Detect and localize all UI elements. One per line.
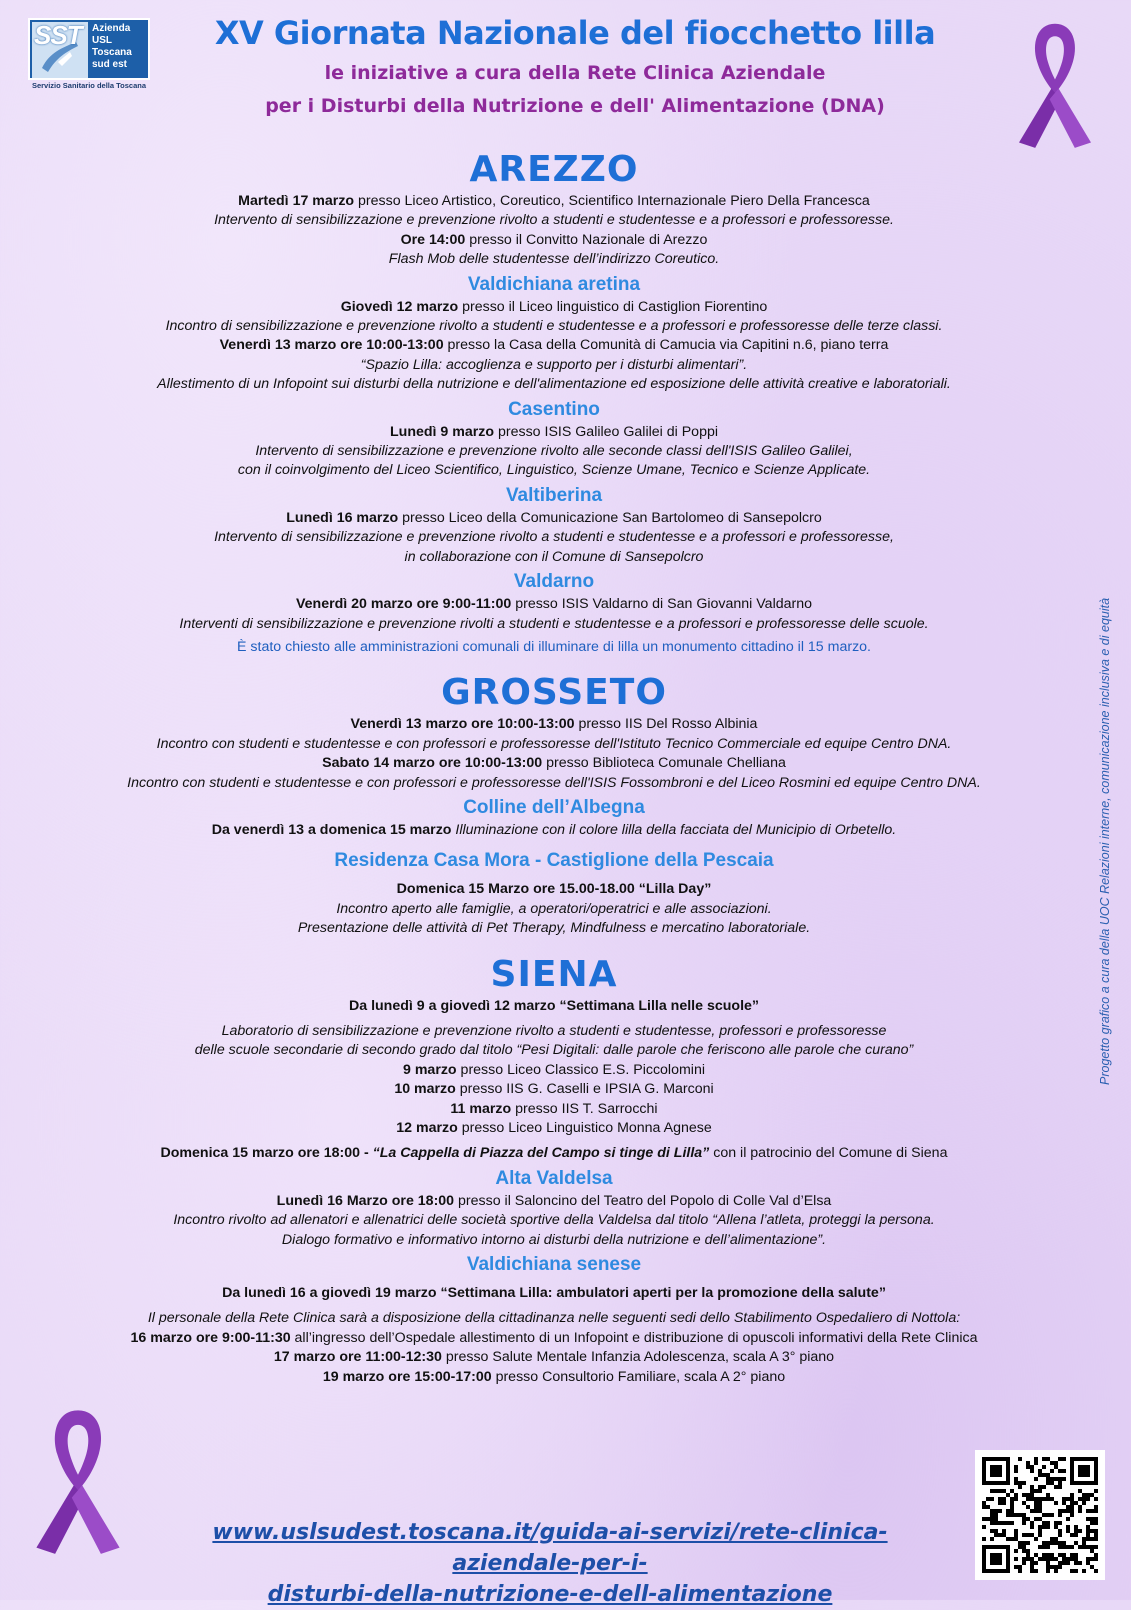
event-line xyxy=(40,1329,1068,1348)
event-desc: Allestimento di un Infopoint sui disturbi della nutrizione e dell'alimentazione ed esposizione delle attività creative e laboratoriali. xyxy=(157,376,951,393)
event-desc: in collaborazione con il Comune di Sansepolcro xyxy=(404,548,704,565)
event-date: Ore 14:00 xyxy=(400,231,466,248)
event-place: presso il Saloncino del Teatro del Popolo di Colle Val d’Elsa xyxy=(454,1192,832,1209)
event-place: presso IIS G. Caselli e IPSIA G. Marconi xyxy=(455,1081,714,1098)
event-place: presso Liceo Artistico, Coreutico, Scientifico Internazionale Piero Della Francesca xyxy=(354,193,870,209)
city-heading-siena: SIENA xyxy=(490,953,618,995)
event-desc: Incontro con studenti e studentesse e con professori e professoresse dell'ISIS Fossombroni e del Liceo Rosmini ed equipe Centro DNA. xyxy=(127,774,981,791)
website-link[interactable] xyxy=(150,1517,950,1610)
event-desc: “Spazio Lilla: accoglienza e supporto per i disturbi alimentari”. xyxy=(360,356,748,373)
event-desc: con il coinvolgimento del Liceo Scientifico, Linguistico, Scienze Umane, Tecnico e Scienze Applicate. xyxy=(237,462,871,479)
event-date: Lunedì 9 marzo xyxy=(389,423,495,440)
city-heading-arezzo: AREZZO xyxy=(469,149,639,190)
event-line xyxy=(40,192,1068,211)
event-date: 10 marzo xyxy=(394,1081,456,1098)
event-place: presso Liceo Classico E.S. Piccolomini xyxy=(456,1061,705,1078)
event-date: Venerdì 13 marzo ore 10:00-13:00 xyxy=(350,716,575,733)
event-place: presso IIS Del Rosso Albinia xyxy=(574,716,758,733)
event-desc: Incontro rivolto ad allenatori e allenatrici delle società sportive della Valdelsa dal titolo “Allena l’atleta, proteggi la persona. xyxy=(173,1212,935,1229)
event-date: 16 marzo ore 9:00-11:30 xyxy=(130,1329,291,1346)
event-place: presso Liceo Linguistico Monna Agnese xyxy=(457,1120,712,1136)
event-desc: Il personale della Rete Clinica sarà a disposizione della cittadinanza nelle seguenti sedi dello Stabilimento Ospedaliero di Nottola: xyxy=(147,1310,961,1327)
event-line xyxy=(40,423,1068,442)
event-line xyxy=(40,1144,1068,1163)
page-title: XV Giornata Nazionale del fiocchetto lilla xyxy=(214,14,936,52)
area-heading-colline-albegna: Colline dell’Albegna xyxy=(463,796,645,818)
website-link-line2: disturbi-della-nutrizione-e-dell-alimentazione xyxy=(267,1582,833,1607)
event-line xyxy=(40,754,1068,773)
event-date: Da lunedì 16 a giovedì 19 marzo “Settimana Lilla: ambulatori aperti per la promozione della salute” xyxy=(222,1285,886,1302)
event-place: presso la Casa della Comunità di Camucia via Capitini n.6, piano terra xyxy=(443,337,889,354)
event-date: Venerdì 20 marzo ore 9:00-11:00 xyxy=(295,596,512,613)
event-date: 11 marzo xyxy=(450,1100,512,1117)
area-heading-valdichiana-senese: Valdichiana senese xyxy=(466,1254,642,1276)
city-heading-grosseto: GROSSETO xyxy=(441,672,667,714)
qr-code xyxy=(975,1450,1105,1580)
event-desc: Incontro aperto alle famiglie, a operatori/operatrici e alle associazioni. xyxy=(336,900,772,917)
event-desc: Flash Mob delle studentesse dell’indirizzo Coreutico. xyxy=(388,251,720,268)
event-date: 17 marzo ore 11:00-12:30 xyxy=(273,1349,442,1366)
event-date: Sabato 14 marzo ore 10:00-13:00 xyxy=(322,755,543,772)
event-date: 12 marzo xyxy=(396,1120,458,1136)
event-line xyxy=(40,821,1068,840)
event-date: Da venerdì 13 a domenica 15 marzo xyxy=(211,821,452,838)
event-desc: Incontro con studenti e studentesse e con professori e professoresse dell'Istituto Tecnico Commerciale ed equipe Centro DNA. xyxy=(156,735,952,752)
lilac-ribbon-icon xyxy=(1010,14,1100,154)
asl-logo xyxy=(28,18,150,92)
event-place: presso Consultorio Familiare, scala A 2° piano xyxy=(491,1368,786,1385)
event-note: È stato chiesto alle amministrazioni comunali di illuminare di lilla un monumento cittadino il 15 marzo. xyxy=(237,638,871,655)
area-heading-casa-mora: Residenza Casa Mora - Castiglione della Pescaia xyxy=(334,850,774,872)
event-line xyxy=(40,1348,1068,1367)
website-link-line1: www.uslsudest.toscana.it/guida-ai-servizi/rete-clinica-aziendale-per-i- xyxy=(212,1520,888,1576)
logo-box xyxy=(28,18,150,80)
event-date: Venerdì 13 marzo ore 10:00-13:00 xyxy=(219,337,444,354)
area-heading-casentino: Casentino xyxy=(508,398,600,420)
event-desc: Laboratorio di sensibilizzazione e prevenzione rivolto a studenti e studentesse, professori e professoresse xyxy=(221,1022,887,1039)
area-heading-valdichiana-aretina: Valdichiana aretina xyxy=(467,273,641,295)
event-desc: delle scuole secondarie di secondo grado dal titolo “Pesi Digitali: dalle parole che feriscono alle parole che curano” xyxy=(194,1042,914,1059)
event-place: presso ISIS Valdarno di San Giovanni Valdarno xyxy=(511,596,813,613)
event-line xyxy=(40,1192,1068,1211)
event-line xyxy=(40,231,1068,250)
page-subtitle-1: le iniziative a cura della Rete Clinica Aziendale xyxy=(324,62,826,84)
event-place: presso il Liceo linguistico di Castiglion Fiorentino xyxy=(458,298,768,315)
event-line xyxy=(40,298,1068,317)
event-date: Lunedì 16 marzo xyxy=(286,509,399,526)
event-place: presso Liceo della Comunicazione San Bartolomeo di Sansepolcro xyxy=(398,509,822,526)
event-place: presso IIS T. Sarrocchi xyxy=(511,1100,658,1117)
event-line xyxy=(40,715,1068,734)
event-desc: Illuminazione con il colore lilla della facciata del Municipio di Orbetello. xyxy=(451,821,897,838)
page-subtitle-2: per i Disturbi della Nutrizione e dell' Alimentazione (DNA) xyxy=(265,95,885,117)
event-line xyxy=(40,509,1068,528)
area-heading-valdarno: Valdarno xyxy=(513,571,595,593)
event-date: Lunedì 16 Marzo ore 18:00 xyxy=(276,1192,455,1209)
event-date: Domenica 15 marzo ore 18:00 - xyxy=(160,1145,373,1162)
area-heading-valtiberina: Valtiberina xyxy=(505,484,603,506)
logo-caption: Servizio Sanitario della Toscana xyxy=(31,81,147,90)
event-line xyxy=(40,1061,1068,1080)
event-desc: Incontro di sensibilizzazione e prevenzione rivolto a studenti e studentesse e a professori e professoresse delle terze classi. xyxy=(165,318,943,335)
event-place: presso ISIS Galileo Galilei di Poppi xyxy=(494,423,719,440)
event-place: presso il Convitto Nazionale di Arezzo xyxy=(465,231,708,248)
lilac-ribbon-icon xyxy=(26,1400,130,1560)
design-credit-note: Progetto grafico a cura della UOC Relazioni interne, comunicazione inclusiva e di equità xyxy=(1098,597,1112,1085)
event-place: con il patrocinio del Comune di Siena xyxy=(709,1145,948,1162)
logo-text: Azienda USL Toscana sud est xyxy=(92,23,132,70)
event-date: Da lunedì 9 a giovedì 12 marzo “Settimana Lilla nelle scuole” xyxy=(349,997,759,1014)
event-date: 19 marzo ore 15:00-17:00 xyxy=(322,1368,492,1385)
event-date: Martedì 17 marzo xyxy=(238,193,355,209)
event-line xyxy=(40,997,1068,1016)
event-desc: Presentazione delle attività di Pet Therapy, Mindfulness e mercatino laboratoriale. xyxy=(297,920,811,937)
event-date: 9 marzo xyxy=(402,1061,457,1078)
event-date: Domenica 15 Marzo ore 15.00-18.00 “Lilla Day” xyxy=(396,881,712,898)
event-desc: Interventi di sensibilizzazione e prevenzione rivolti a studenti e studentesse e a professori e professoresse delle scuole. xyxy=(179,615,929,632)
event-desc: Intervento di sensibilizzazione e prevenzione rivolto a studenti e studentesse e a professori e professoresse, xyxy=(214,529,894,546)
event-place: presso Salute Mentale Infanzia Adolescenza, scala A 3° piano xyxy=(441,1349,835,1366)
qr-code-icon xyxy=(975,1450,1105,1580)
events-content xyxy=(40,148,1068,1387)
event-desc: Dialogo formativo e informativo intorno ai disturbi della nutrizione e dell’alimentazione”. xyxy=(281,1231,827,1248)
event-line xyxy=(40,1100,1068,1119)
event-line xyxy=(40,1368,1068,1387)
logo-mark: SST xyxy=(34,20,82,50)
area-heading-alta-valdelsa: Alta Valdelsa xyxy=(495,1167,613,1189)
event-title: “La Cappella di Piazza del Campo si tinge di Lilla” xyxy=(372,1145,710,1162)
event-desc: Intervento di sensibilizzazione e prevenzione rivolto a studenti e studentesse e a professori e professoresse. xyxy=(214,212,894,229)
event-line xyxy=(40,336,1068,355)
event-line xyxy=(40,595,1068,614)
event-line xyxy=(40,880,1068,899)
event-place: all’ingresso dell’Ospedale allestimento di un Infopoint e distribuzione di opuscoli informativi della Rete Clinica xyxy=(290,1329,978,1346)
event-desc: Intervento di sensibilizzazione e prevenzione rivolto alle seconde classi dell'ISIS Galileo Galilei, xyxy=(255,443,853,460)
event-line xyxy=(40,1080,1068,1099)
event-place: presso Biblioteca Comunale Chelliana xyxy=(542,755,786,772)
event-date: Giovedì 12 marzo xyxy=(340,298,459,315)
event-line xyxy=(40,1119,1068,1138)
event-line xyxy=(40,1284,1068,1303)
